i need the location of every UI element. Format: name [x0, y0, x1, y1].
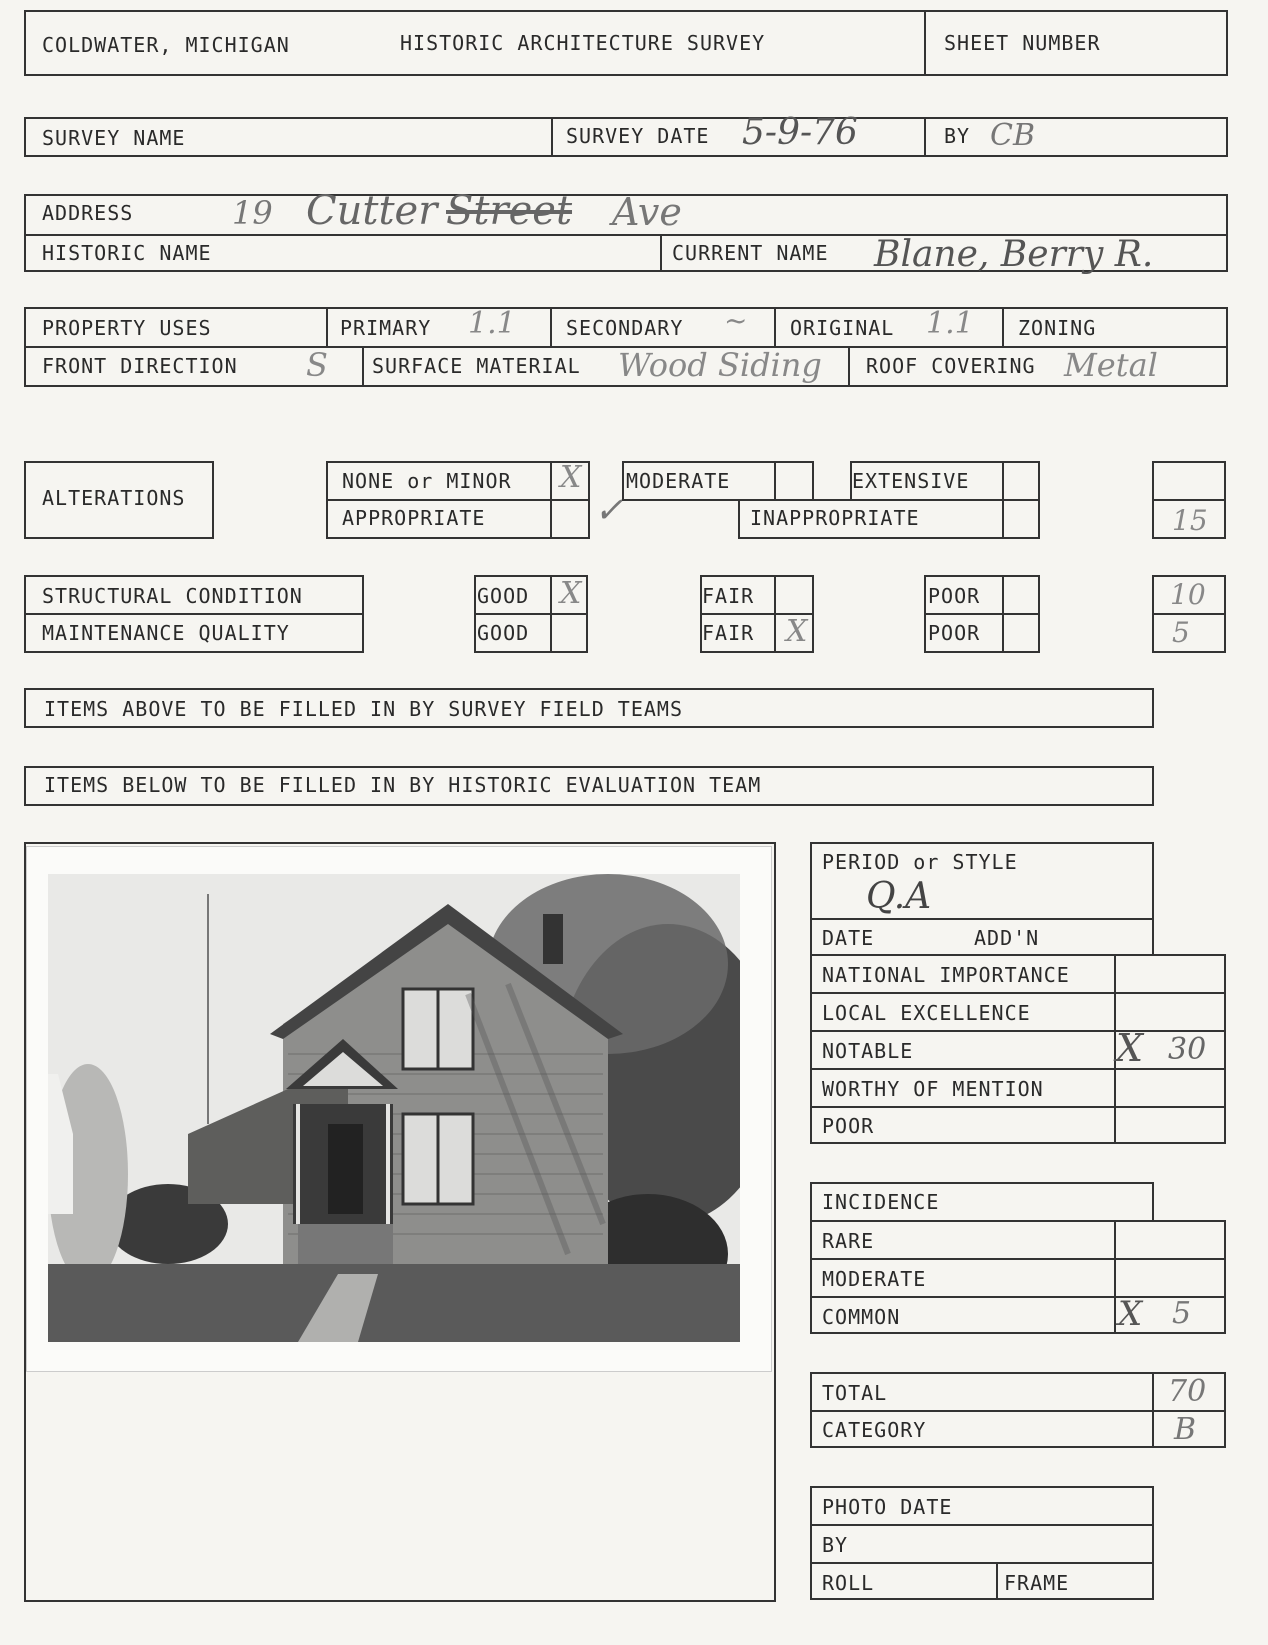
period-value: Q.A	[866, 876, 932, 917]
alterations-score: 15	[1172, 504, 1208, 537]
total-value: 70	[1168, 1374, 1207, 1409]
property-div-5	[362, 346, 364, 387]
good-box-mid	[474, 613, 588, 615]
fair-label-2: FAIR	[702, 621, 755, 645]
moderate-label: MODERATE	[626, 469, 731, 493]
notable-label: NOTABLE	[822, 1039, 914, 1063]
none-minor-checkbox-divider	[550, 461, 552, 539]
poor-checkbox-divider	[1002, 575, 1004, 653]
property-div-2	[550, 307, 552, 347]
common-mark: X	[1118, 1294, 1143, 1334]
incidence-row-2	[810, 1296, 1226, 1298]
surface-material-label: SURFACE MATERIAL	[372, 354, 581, 378]
survey-date-value: 5-9-76	[742, 112, 858, 153]
header-divider	[924, 10, 926, 76]
city-title: COLDWATER, MICHIGAN	[42, 33, 290, 57]
property-div-6	[848, 346, 850, 387]
national-importance-label: NATIONAL IMPORTANCE	[822, 963, 1070, 987]
date-label: DATE	[822, 926, 875, 950]
rare-label: RARE	[822, 1229, 875, 1253]
inappropriate-checkbox-divider	[1002, 499, 1004, 539]
photo-info-row-2	[810, 1562, 1154, 1564]
maintenance-fair-mark: X	[786, 614, 808, 649]
evaluation-team-note: ITEMS BELOW TO BE FILLED IN BY HISTORIC EVALUATION TEAM	[44, 773, 762, 797]
struck-street-word: Street	[446, 188, 573, 234]
moderate-checkbox-divider	[774, 461, 776, 501]
incidence-label: INCIDENCE	[822, 1190, 940, 1214]
sheet-number-label: SHEET NUMBER	[944, 31, 1101, 55]
current-name-label: CURRENT NAME	[672, 241, 829, 265]
poor-label-2: POOR	[928, 621, 981, 645]
worthy-of-mention-label: WORTHY OF MENTION	[822, 1077, 1044, 1101]
extensive-checkbox-divider	[1002, 461, 1004, 501]
notable-score: 30	[1168, 1032, 1207, 1067]
extensive-label: EXTENSIVE	[852, 469, 970, 493]
period-label: PERIOD or STYLE	[822, 850, 1018, 874]
address-label: ADDRESS	[42, 201, 134, 225]
photo-area-top	[24, 842, 776, 844]
incidence-mark-divider	[1114, 1220, 1116, 1334]
photo-date-label: PHOTO DATE	[822, 1495, 953, 1519]
good-checkbox-divider	[550, 575, 552, 653]
importance-row-3	[810, 1068, 1226, 1070]
roof-covering-label: ROOF COVERING	[866, 354, 1036, 378]
survey-row-bottom	[24, 155, 1228, 157]
notable-mark: X	[1116, 1026, 1144, 1070]
address-number: 19	[232, 194, 273, 232]
structural-score: 10	[1170, 578, 1206, 611]
period-date-divider	[810, 918, 1154, 920]
historic-name-label: HISTORIC NAME	[42, 241, 212, 265]
fair-label-1: FAIR	[702, 584, 755, 608]
survey-row-div2	[924, 117, 926, 157]
common-score: 5	[1172, 1296, 1192, 1331]
category-value: B	[1174, 1412, 1197, 1447]
property-uses-label: PROPERTY USES	[42, 316, 212, 340]
poor-rating-label: POOR	[822, 1114, 875, 1138]
primary-value: 1.1	[468, 306, 516, 341]
inappropriate-label: INAPPROPRIATE	[750, 506, 920, 530]
common-label: COMMON	[822, 1305, 901, 1329]
secondary-value: ~	[724, 304, 748, 337]
appropriate-label: APPROPRIATE	[342, 506, 486, 530]
evaluation-note-right	[1152, 766, 1154, 806]
photo-by-label: BY	[822, 1533, 849, 1557]
category-label: CATEGORY	[822, 1418, 927, 1442]
survey-row-left	[24, 117, 26, 157]
none-minor-label: NONE or MINOR	[342, 469, 512, 493]
field-teams-note-right	[1152, 688, 1154, 728]
front-direction-value: S	[306, 346, 328, 384]
surface-material-value: Wood Siding	[618, 346, 822, 384]
photo-area-bottom	[24, 1600, 776, 1602]
field-teams-note: ITEMS ABOVE TO BE FILLED IN BY SURVEY FIELD TEAMS	[44, 697, 684, 721]
fair-checkbox-divider	[774, 575, 776, 653]
survey-title: HISTORIC ARCHITECTURE SURVEY	[400, 31, 766, 55]
alterations-score-mid	[1152, 499, 1226, 501]
survey-row-top	[24, 117, 1228, 119]
roll-frame-divider	[996, 1562, 998, 1600]
survey-name-label: SURVEY NAME	[42, 126, 186, 150]
incidence-moderate-label: MODERATE	[822, 1267, 927, 1291]
current-name-divider	[660, 234, 662, 272]
importance-row-1	[810, 992, 1226, 994]
survey-by-label: BY	[944, 124, 971, 148]
totals-mid	[810, 1410, 1226, 1412]
appropriate-mark: ✓	[594, 490, 625, 531]
maintenance-score: 5	[1172, 616, 1190, 649]
maintenance-quality-label: MAINTENANCE QUALITY	[42, 621, 290, 645]
property-div-4	[1002, 307, 1004, 347]
local-excellence-label: LOCAL EXCELLENCE	[822, 1001, 1031, 1025]
survey-row-div1	[551, 117, 553, 157]
structural-good-mark: X	[560, 576, 582, 611]
survey-by-value: CB	[990, 118, 1035, 153]
street-name: Cutter	[306, 188, 438, 234]
roof-covering-value: Metal	[1064, 346, 1158, 384]
importance-row-2	[810, 1030, 1226, 1032]
good-label-1: GOOD	[477, 584, 530, 608]
structural-condition-label: STRUCTURAL CONDITION	[42, 584, 303, 608]
importance-row-4	[810, 1106, 1226, 1108]
incidence-row-1	[810, 1258, 1226, 1260]
none-minor-mark: X	[560, 460, 582, 495]
total-label: TOTAL	[822, 1381, 888, 1405]
condition-label-mid	[24, 613, 364, 615]
survey-date-label: SURVEY DATE	[566, 124, 710, 148]
original-value: 1.1	[926, 306, 974, 341]
good-label-2: GOOD	[477, 621, 530, 645]
house-photo	[48, 874, 740, 1342]
front-direction-label: FRONT DIRECTION	[42, 354, 238, 378]
totals-value-divider	[1152, 1372, 1154, 1448]
addn-label: ADD'N	[974, 926, 1040, 950]
poor-box-mid	[924, 613, 1040, 615]
property-div-1	[326, 307, 328, 347]
secondary-label: SECONDARY	[566, 316, 684, 340]
poor-label-1: POOR	[928, 584, 981, 608]
street-suffix: Ave	[612, 190, 682, 234]
property-div-3	[774, 307, 776, 347]
house-illustration	[48, 874, 740, 1342]
photo-area-right	[774, 842, 776, 1602]
zoning-label: ZONING	[1018, 316, 1097, 340]
survey-row-right	[1226, 117, 1228, 157]
original-label: ORIGINAL	[790, 316, 895, 340]
frame-label: FRAME	[1004, 1571, 1070, 1595]
alterations-label: ALTERATIONS	[42, 486, 186, 510]
photo-info-row-1	[810, 1524, 1154, 1526]
primary-label: PRIMARY	[340, 316, 432, 340]
roll-label: ROLL	[822, 1571, 875, 1595]
current-name-value: Blane, Berry R.	[874, 234, 1154, 275]
condition-score-mid	[1152, 613, 1226, 615]
